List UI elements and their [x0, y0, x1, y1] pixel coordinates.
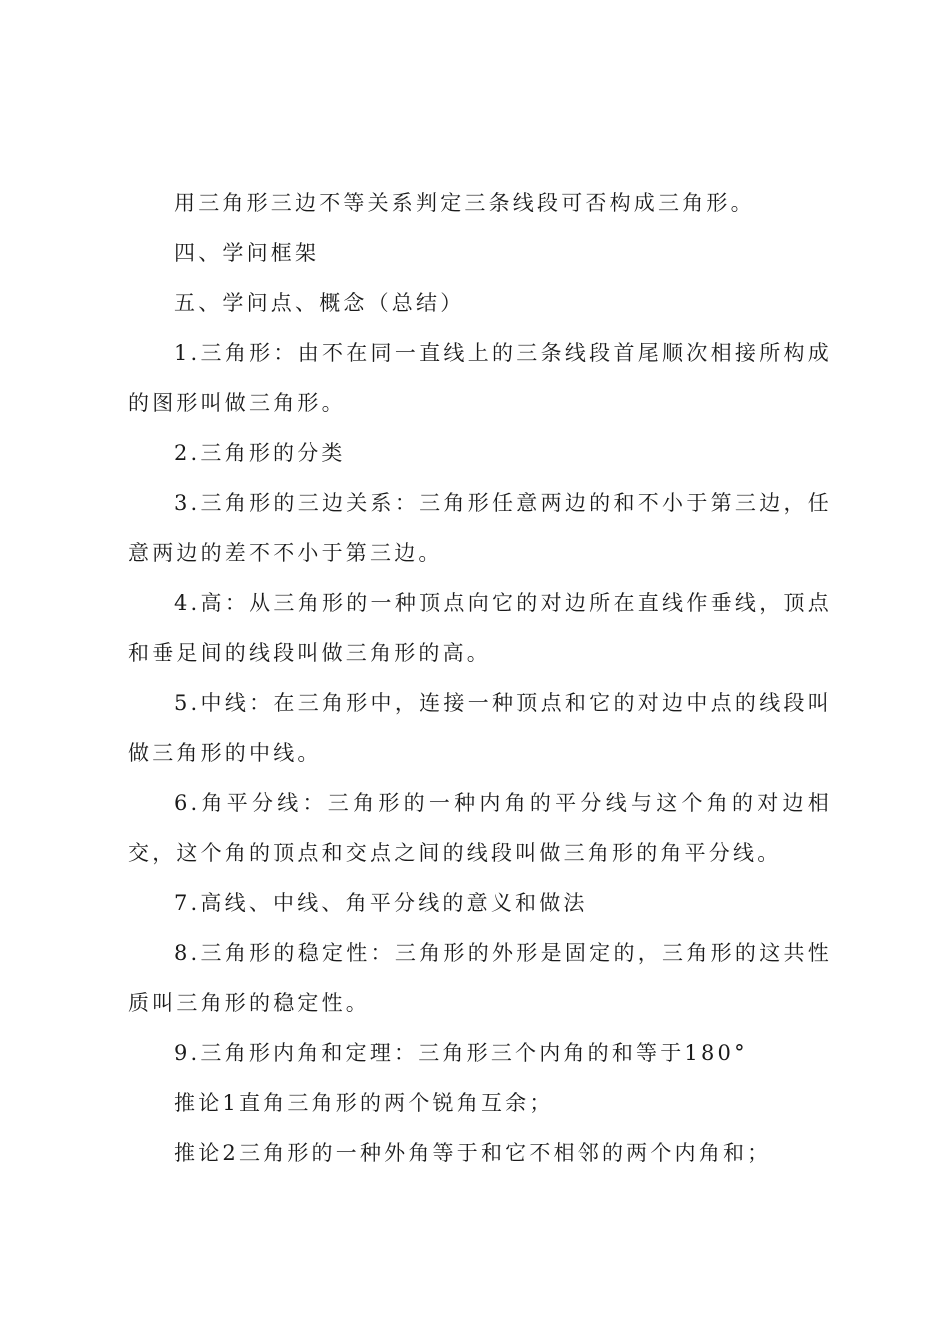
item-angle-bisector: 6.角平分线：三角形的一种内角的平分线与这个角的对边相交，这个角的顶点和交点之间的线段叫做三角形的角平分线。	[128, 791, 832, 865]
item-stability: 8.三角形的稳定性：三角形的外形是固定的，三角形的这共性质叫三角形的稳定性。	[128, 941, 832, 1015]
corollary-1: 推论1直角三角形的两个锐角互余；	[174, 1091, 554, 1115]
item-angle-sum-theorem: 9.三角形内角和定理：三角形三个内角的和等于180°	[174, 1041, 748, 1065]
heading-knowledge-framework: 四、学问框架	[174, 241, 320, 265]
paragraph-triangle-inequality-goal: 用三角形三边不等关系判定三条线段可否构成三角形。	[174, 191, 755, 215]
item-lines-meaning: 7.高线、中线、角平分线的意义和做法	[174, 891, 588, 915]
document-body	[128, 188, 832, 1188]
corollary-2: 推论2三角形的一种外角等于和它不相邻的两个内角和；	[174, 1141, 772, 1165]
item-altitude: 4.高：从三角形的一种顶点向它的对边所在直线作垂线，顶点和垂足间的线段叫做三角形的高。	[128, 591, 832, 665]
item-triangle-classification: 2.三角形的分类	[174, 441, 346, 465]
item-median: 5.中线：在三角形中，连接一种顶点和它的对边中点的线段叫做三角形的中线。	[128, 691, 832, 765]
item-triangle-definition: 1.三角形：由不在同一直线上的三条线段首尾顺次相接所构成的图形叫做三角形。	[128, 341, 832, 415]
item-three-sides-relation: 3.三角形的三边关系：三角形任意两边的和不小于第三边，任意两边的差不不小于第三边。	[128, 491, 832, 565]
heading-knowledge-points: 五、学问点、概念（总结）	[174, 291, 465, 315]
